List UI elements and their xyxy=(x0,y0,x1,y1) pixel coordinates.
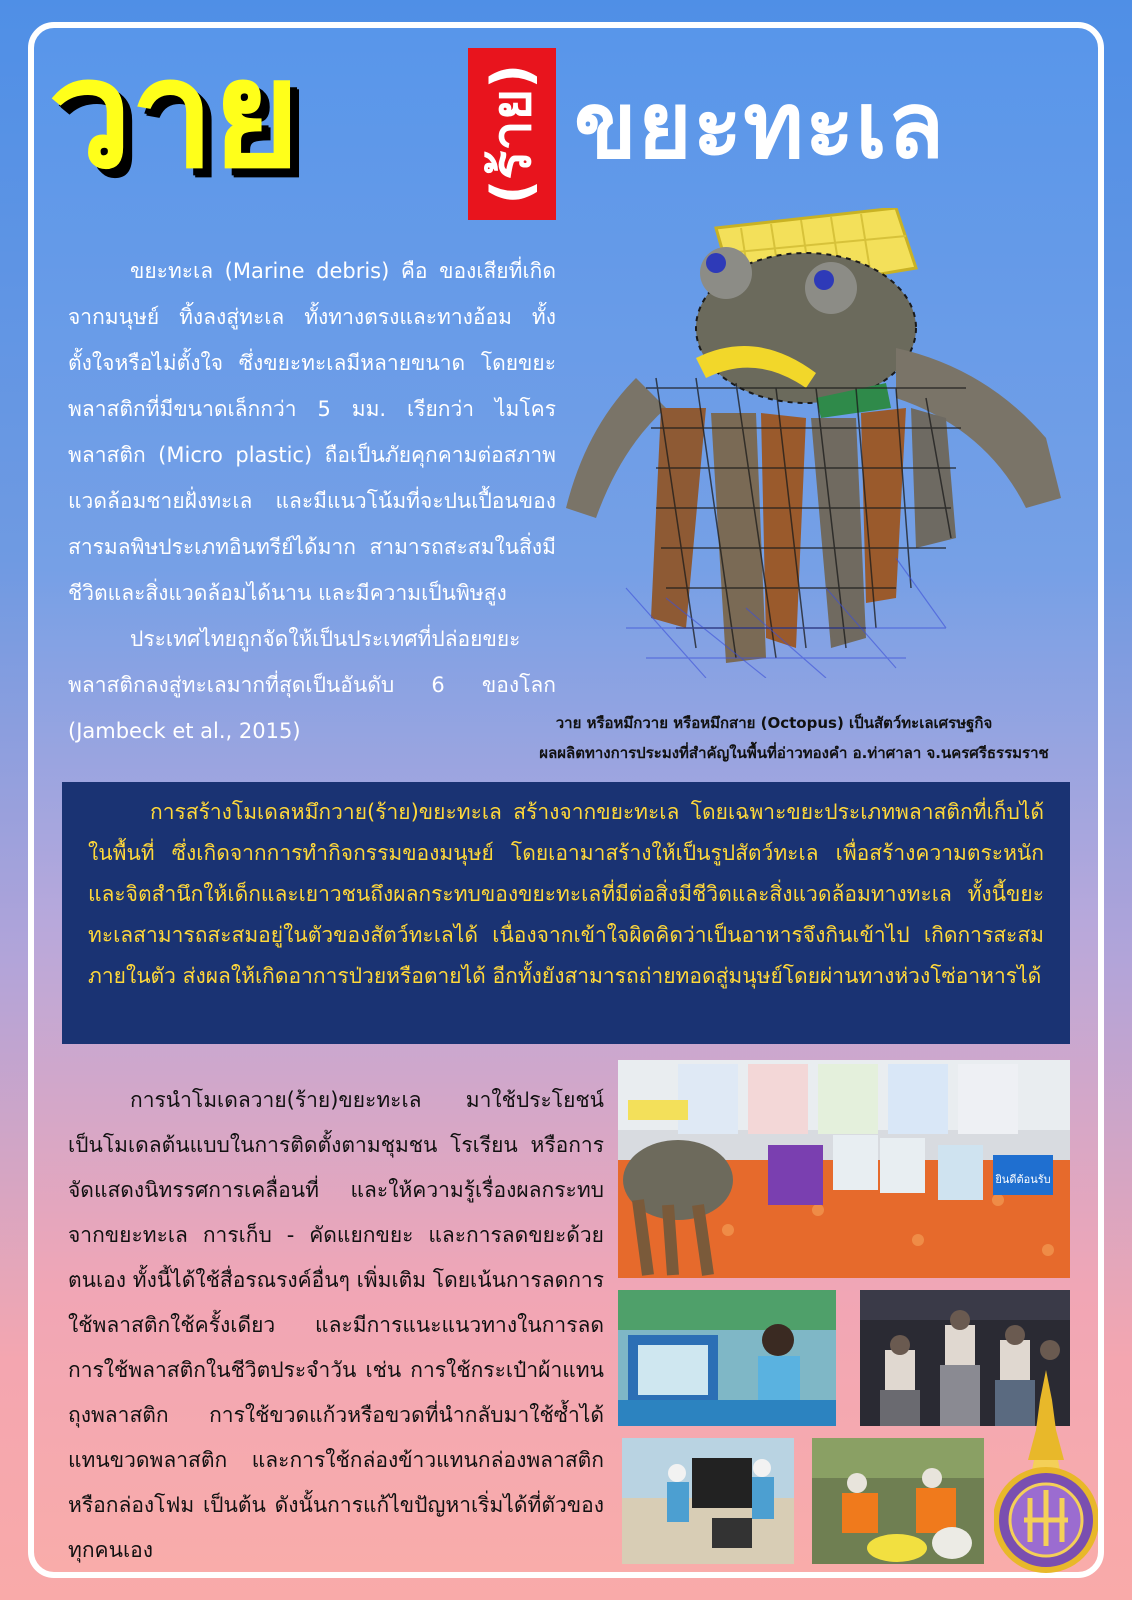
model-info-box xyxy=(62,782,1070,1044)
model-info-text: การสร้างโมเดลหมึกวาย(ร้าย)ขยะทะเล สร้างจากขยะทะเล โดยเฉพาะขยะประเภทพลาสติกที่เก็บได้ในพื้นที่ ซึ่งเกิดจากการทำกิจกรรมของมนุษย์ โดยเอามาสร้างให้เป็นรูปสัตว์ทะเล เพื่อสร้างความตระหนักและจิตสำนึกให้เด็กและเยาวชนถึงผลกระทบของขยะทะเลที่มีต่อสิ่งมีชีวิตและสิ่งแวดล้อมทางทะเล ทั้งนี้ขยะทะเลสามารถสะสมอยู่ในตัวของสัตว์ทะเลได้ เนื่องจากเข้าใจผิดคิดว่าเป็นอาหารจึงกินเข้าไป เกิดการสะสมภายในตัว ส่งผลให้เกิดอาการป่วยหรือตายได้ อีกทั้งยังสามารถถ่ายทอดสู่มนุษย์โดยผ่านทางห่วงโซ่อาหารได้ xyxy=(88,800,1044,988)
title-main: วาย xyxy=(48,28,299,202)
cleanup-activity-photo xyxy=(812,1438,984,1564)
presenter-photo xyxy=(618,1290,836,1426)
intro-text xyxy=(68,248,556,754)
title-sub: ขยะทะเล xyxy=(574,72,946,179)
caption-line-1: วาย หรือหมึกวาย หรือหมึกสาย (Octopus) เป็นสัตว์ทะเลเศรษฐกิจ xyxy=(555,714,993,732)
exhibition-table-photo xyxy=(618,1060,1070,1278)
title-tag xyxy=(468,48,556,220)
octopus-model-photo xyxy=(566,208,1072,678)
title-tag-text: (ร้าย) xyxy=(480,63,543,205)
university-emblem-logo xyxy=(994,1370,1098,1576)
intro-paragraph-2: ประเทศไทยถูกจัดให้เป็นประเทศที่ปล่อยขยะพลาสติกลงสู่ทะเลมากที่สุดเป็นอันดับ 6 ของโลก (Jambeck et al., 2015) xyxy=(68,627,556,743)
beach-activity-photo xyxy=(622,1438,794,1564)
usage-text xyxy=(68,1078,604,1573)
intro-paragraph-1: ขยะทะเล (Marine debris) คือ ของเสียที่เกิดจากมนุษย์ ทิ้งลงสู่ทะเล ทั้งทางตรงและทางอ้อม ทั้งตั้งใจหรือไม่ตั้งใจ ซึ่งขยะทะเลมีหลายขนาด โดยขยะพลาสติกที่มีขนาดเล็กกว่า 5 มม. เรียกว่า ไมโครพลาสติก (Micro plastic) ถือเป็นภัยคุกคามต่อสภาพแวดล้อมชายฝั่งทะเล และมีแนวโน้มที่จะปนเปื้อนของสารมลพิษประเภทอินทรีย์ได้มาก สามารถสะสมในสิ่งมีชีวิตและสิ่งแวดล้อมได้นาน และมีความเป็นพิษสูง xyxy=(68,259,556,605)
welcome-banner: ยินดีต้อนรับ xyxy=(995,1173,1051,1186)
octopus-caption xyxy=(500,708,1088,768)
caption-line-2: ผลผลิตทางการประมงที่สำคัญในพื้นที่อ่าวทองคำ อ.ท่าศาลา จ.นครศรีธรรมราช xyxy=(539,744,1049,762)
usage-paragraph: การนำโมเดลวาย(ร้าย)ขยะทะเล มาใช้ประโยชน์ เป็นโมเดลต้นแบบในการติดตั้งตามชุมชน โรเรียน หรือการจัดแสดงนิทรรศการเคลื่อนที่ และให้ความรู้เรื่องผลกระทบจากขยะทะเล การเก็บ - คัดแยกขยะ และการลดขยะด้วยตนเอง ทั้งนี้ได้ใช้สื่อรณรงค์อื่นๆ เพิ่มเติม โดยเน้นการลดการใช้พลาสติกใช้ครั้งเดียว และมีการแนะแนวทางในการลดการใช้พลาสติกในชีวิตประจำวัน เช่น การใช้กระเป๋าผ้าแทนถุงพลาสติก การใช้ขวดแก้วหรือขวดที่นำกลับมาใช้ซ้ำได้แทนขวดพลาสติก และการใช้กล่องข้าวแทนกล่องพลาสติกหรือกล่องโฟม เป็นต้น ดังนั้นการแก้ไขปัญหาเริ่มได้ที่ตัวของทุกคนเอง xyxy=(68,1088,604,1562)
